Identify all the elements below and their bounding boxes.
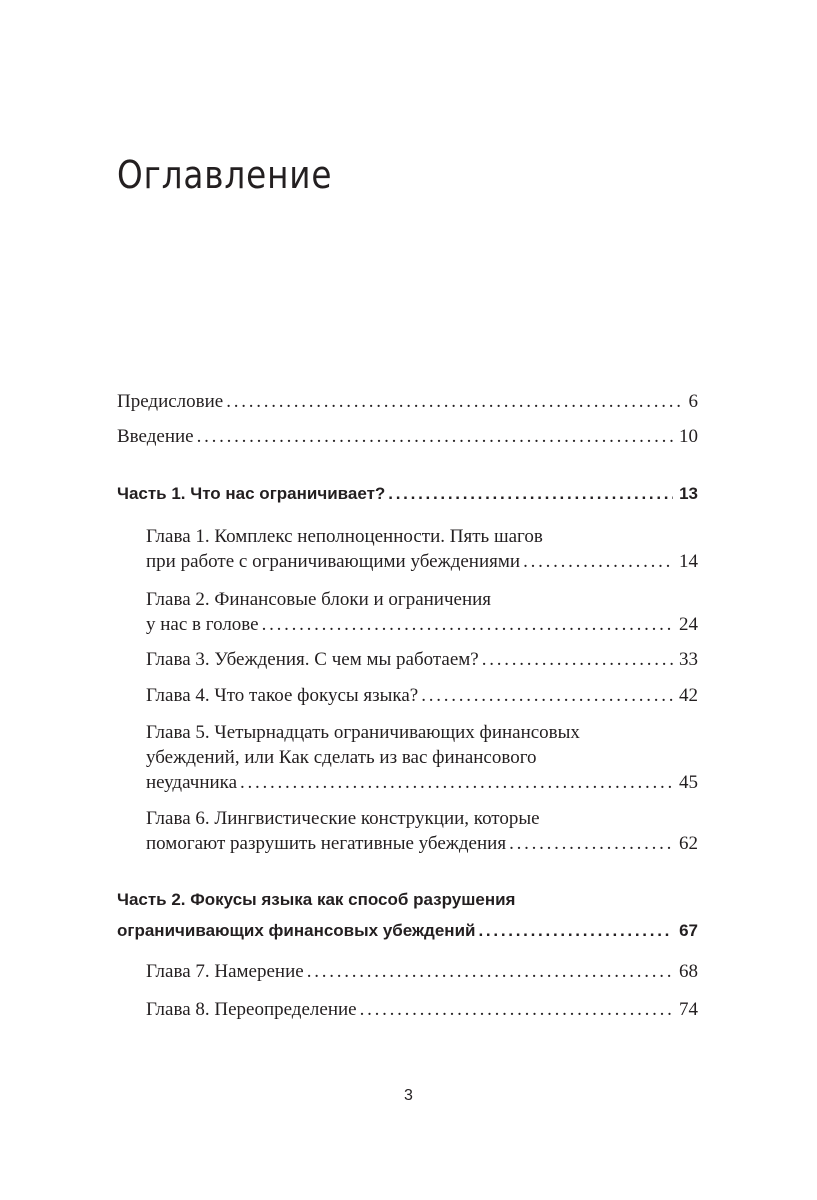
toc-page-number: 10 (679, 426, 698, 447)
toc-entry-title: помогают разрушить негативные убеждения (146, 833, 507, 854)
toc-entry-title-line: Глава 5. Четырнадцать ограничивающих финансовых (146, 722, 580, 743)
toc-entry-chapter-8 (146, 997, 698, 1022)
dot-leader (523, 549, 673, 574)
dot-leader (482, 647, 673, 672)
toc-entry-title: ограничивающих финансовых убеждений (117, 921, 476, 940)
toc-page-number: 67 (679, 921, 698, 940)
toc-entry-chapter-5 (146, 720, 698, 795)
toc-page-number: 45 (679, 772, 698, 793)
toc-page-number: 74 (679, 999, 698, 1020)
toc-entry-title: Глава 8. Переопределение (146, 999, 357, 1020)
dot-leader (360, 997, 673, 1022)
toc-entry-title-line: Глава 1. Комплекс неполноценности. Пять шагов (146, 526, 543, 547)
dot-leader (226, 389, 682, 414)
dot-leader (240, 770, 673, 795)
dot-leader (197, 424, 673, 449)
dot-leader (421, 683, 673, 708)
toc-page-number: 68 (679, 961, 698, 982)
toc-entry-chapter-6 (146, 806, 698, 856)
toc-entry-preface (117, 389, 698, 414)
dot-leader (509, 831, 673, 856)
toc-page-number: 33 (679, 649, 698, 670)
toc-entry-chapter-4 (146, 683, 698, 708)
toc-entry-title: Введение (117, 426, 194, 447)
dot-leader (388, 478, 673, 509)
dot-leader (478, 915, 673, 946)
toc-entry-title-line: Глава 6. Лингвистические конструкции, которые (146, 808, 540, 829)
toc-page-number: 6 (688, 391, 698, 412)
toc-entry-chapter-2 (146, 587, 698, 637)
toc-entry-title-line: Часть 2. Фокусы языка как способ разрушения (117, 890, 516, 909)
toc-entry-title: Глава 4. Что такое фокусы языка? (146, 685, 419, 706)
toc-entry-title-line: убеждений, или Как сделать из вас финансового (146, 747, 537, 768)
toc-entry-chapter-1 (146, 524, 698, 574)
toc-entry-title: неудачника (146, 772, 238, 793)
page-title: Оглавление (117, 153, 333, 197)
toc-entry-part-1 (117, 478, 698, 509)
toc-entry-title: Часть 1. Что нас ограничивает? (117, 484, 386, 503)
toc-page-number: 62 (679, 833, 698, 854)
toc-entry-title: Глава 3. Убеждения. С чем мы работаем? (146, 649, 479, 670)
toc-entry-title: Предисловие (117, 391, 224, 412)
toc-entry-chapter-7 (146, 959, 698, 984)
toc-entry-introduction (117, 424, 698, 449)
toc-entry-title-line: Глава 2. Финансовые блоки и ограничения (146, 589, 492, 610)
page-number: 3 (404, 1087, 413, 1104)
toc-entry-title: при работе с ограничивающими убеждениями (146, 551, 521, 572)
dot-leader (262, 612, 673, 637)
toc-page-number: 13 (679, 484, 698, 503)
toc-page-number: 14 (679, 551, 698, 572)
toc-entry-part-2 (117, 884, 698, 946)
toc-page-number: 24 (679, 614, 698, 635)
dot-leader (307, 959, 673, 984)
toc-entry-title: у нас в голове (146, 614, 259, 635)
toc-entry-chapter-3 (146, 647, 698, 672)
toc-entry-title: Глава 7. Намерение (146, 961, 304, 982)
toc-page-number: 42 (679, 685, 698, 706)
